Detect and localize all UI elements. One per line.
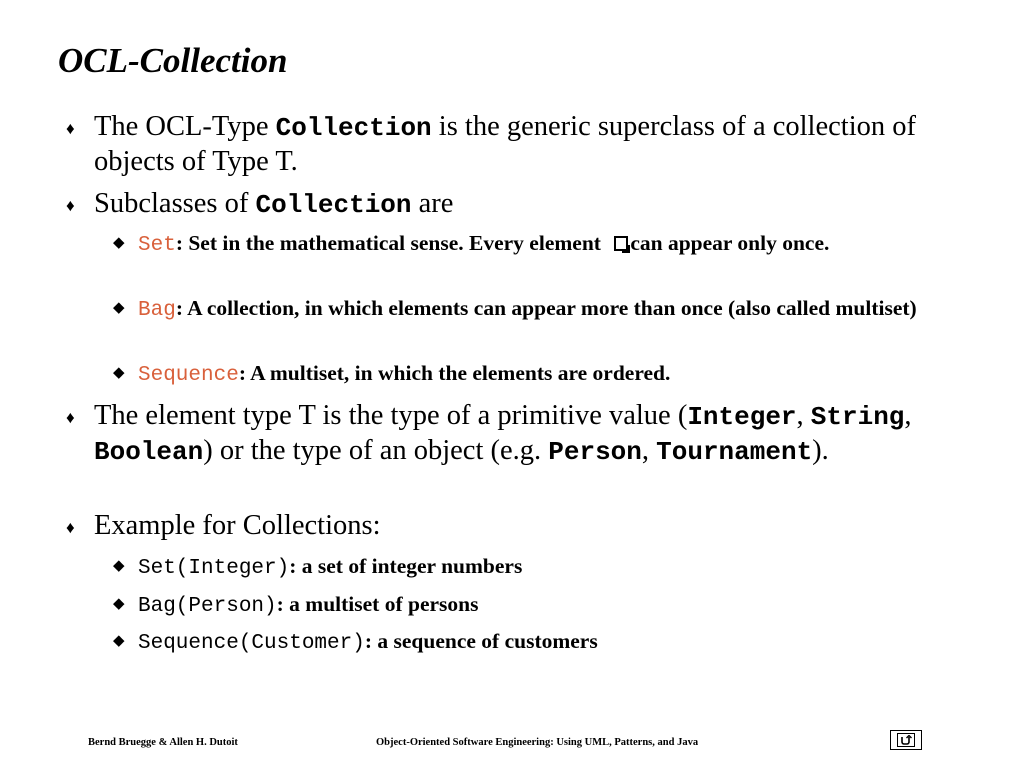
code-term-set: Set — [138, 234, 176, 257]
missing-glyph-icon — [614, 236, 628, 251]
footer-authors: Bernd Bruegge & Allen H. Dutoit — [88, 737, 238, 748]
code-example-bag: Bag(Person) — [138, 595, 277, 618]
sub-bullet-sequence — [113, 360, 984, 389]
sub-bullet-example-bag — [113, 591, 984, 620]
text-fragment: The OCL-Type — [94, 111, 276, 142]
small-diamond-bullet-icon: ◆ — [113, 365, 125, 381]
text-fragment: ) or the type of an object (e.g. — [203, 435, 549, 466]
code-term-sequence: Sequence — [138, 364, 239, 387]
description-text: : a multiset of persons — [276, 592, 479, 616]
description-text: : A collection, in which elements can appear more than once (also called multiset) — [175, 296, 917, 320]
code-term-integer: Integer — [687, 402, 797, 432]
code-term-collection: Collection — [255, 190, 412, 220]
code-term-boolean: Boolean — [94, 437, 204, 467]
text-fragment: ). — [812, 435, 829, 466]
text-fragment: is the generic superclass of a collection of objects of Type T. — [94, 111, 916, 177]
return-nav-button[interactable] — [890, 730, 922, 750]
description-text: : a set of integer numbers — [289, 554, 523, 578]
footer-book-title: Object-Oriented Software Engineering: Using UML, Patterns, and Java — [376, 737, 699, 748]
sub-bullet-bag — [113, 295, 984, 324]
description-text: : Set in the mathematical sense. Every element — [175, 231, 607, 255]
code-term-person: Person — [548, 437, 642, 467]
code-example-sequence: Sequence(Customer) — [138, 632, 365, 655]
bullet-item-collection-type — [66, 110, 974, 178]
description-text: : A multiset, in which the elements are ordered. — [238, 361, 671, 385]
description-text: can appear only once. — [630, 231, 830, 255]
text-fragment: Example for Collections: — [94, 510, 381, 541]
diamond-bullet-icon: ♦ — [66, 196, 75, 215]
small-diamond-bullet-icon: ◆ — [113, 596, 125, 612]
slide-title: OCL-Collection — [58, 41, 288, 80]
sub-bullet-example-set — [113, 553, 984, 582]
small-diamond-bullet-icon: ◆ — [113, 558, 125, 574]
small-diamond-bullet-icon: ◆ — [113, 235, 125, 251]
text-fragment: , — [796, 400, 811, 431]
text-fragment: , — [641, 435, 657, 466]
code-term-string: String — [810, 402, 905, 432]
sub-bullet-set — [113, 230, 984, 259]
sub-bullet-example-sequence — [113, 628, 984, 657]
text-fragment: are — [411, 188, 454, 219]
code-term-tournament: Tournament — [656, 437, 813, 467]
diamond-bullet-icon: ♦ — [66, 119, 75, 138]
bullet-item-element-type — [66, 399, 974, 469]
text-fragment: The element type T is the type of a primitive value ( — [94, 400, 688, 431]
small-diamond-bullet-icon: ◆ — [113, 633, 125, 649]
diamond-bullet-icon: ♦ — [66, 518, 75, 537]
code-term-collection: Collection — [275, 113, 432, 143]
bullet-item-subclasses — [66, 187, 974, 222]
return-arrow-icon — [897, 733, 915, 747]
bullet-item-examples — [66, 509, 974, 542]
text-fragment: Subclasses of — [94, 188, 256, 219]
text-fragment: , — [904, 400, 912, 431]
code-term-bag: Bag — [138, 299, 176, 322]
small-diamond-bullet-icon: ◆ — [113, 300, 125, 316]
diamond-bullet-icon: ♦ — [66, 408, 75, 427]
code-example-set: Set(Integer) — [138, 557, 290, 580]
description-text: : a sequence of customers — [364, 629, 598, 653]
